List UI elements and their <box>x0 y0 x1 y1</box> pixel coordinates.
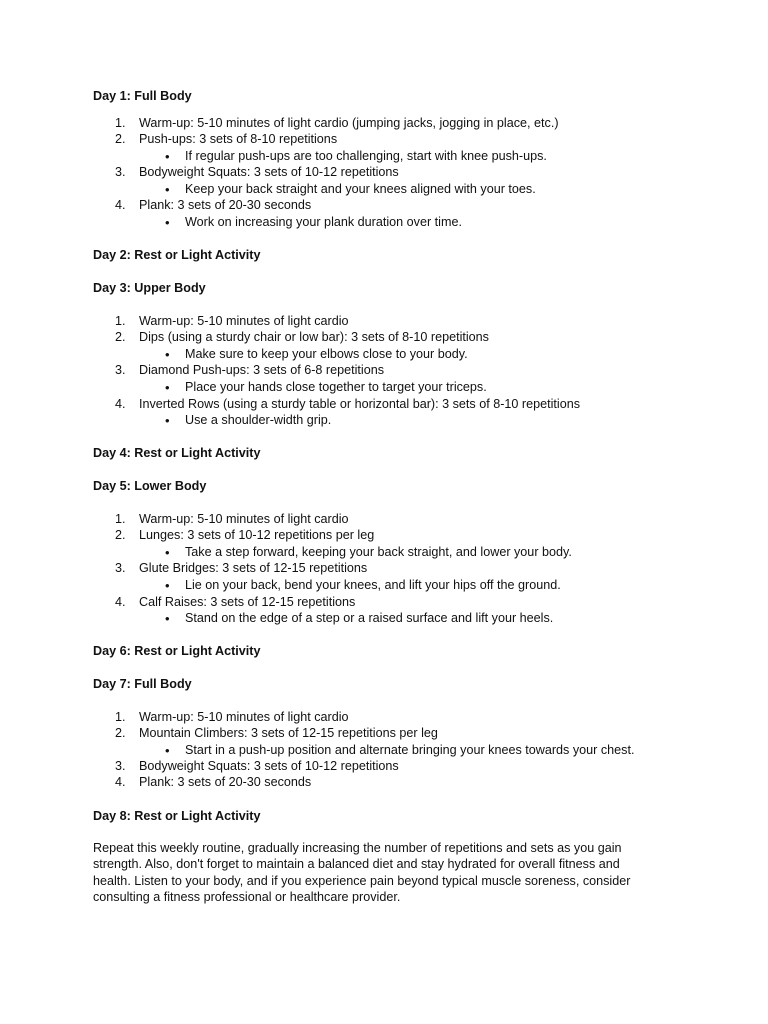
list-item-number: 4. <box>115 775 126 789</box>
day-4-heading: Day 4: Rest or Light Activity <box>93 446 261 460</box>
day-6-heading: Day 6: Rest or Light Activity <box>93 644 261 658</box>
list-item-number: 3. <box>115 363 126 377</box>
list-item: Plank: 3 sets of 20-30 seconds <box>139 775 312 789</box>
list-item-number: 1. <box>115 314 126 328</box>
list-item-number: 3. <box>115 759 126 773</box>
bullet-icon: • <box>165 149 170 164</box>
sub-list-item: Lie on your back, bend your knees, and lift your hips off the ground. <box>185 578 561 592</box>
list-item-number: 4. <box>115 595 126 609</box>
list-item-number: 1. <box>115 512 126 526</box>
list-item-number: 2. <box>115 528 126 542</box>
closing-paragraph-line: strength. Also, don't forget to maintain a balanced diet and stay hydrated for overall fitness and <box>93 857 620 871</box>
list-item-number: 3. <box>115 561 126 575</box>
sub-list-item: Make sure to keep your elbows close to your body. <box>185 347 468 361</box>
day-5-heading: Day 5: Lower Body <box>93 479 207 493</box>
list-item: Dips (using a sturdy chair or low bar): 3 sets of 8-10 repetitions <box>139 330 489 344</box>
list-item: Inverted Rows (using a sturdy table or horizontal bar): 3 sets of 8-10 repetitions <box>139 397 581 411</box>
bullet-icon: • <box>165 545 170 560</box>
sub-list-item: Keep your back straight and your knees aligned with your toes. <box>185 182 536 196</box>
sub-list-item: If regular push-ups are too challenging, start with knee push-ups. <box>185 149 547 163</box>
sub-list-item: Start in a push-up position and alternate bringing your knees towards your chest. <box>185 743 635 757</box>
bullet-icon: • <box>165 413 170 428</box>
list-item: Bodyweight Squats: 3 sets of 10-12 repetitions <box>139 165 399 179</box>
bullet-icon: • <box>165 215 170 230</box>
bullet-icon: • <box>165 182 170 197</box>
list-item: Glute Bridges: 3 sets of 12-15 repetitions <box>139 561 368 575</box>
sub-list-item: Use a shoulder-width grip. <box>185 413 332 427</box>
bullet-icon: • <box>165 578 170 593</box>
list-item-number: 3. <box>115 165 126 179</box>
list-item: Warm-up: 5-10 minutes of light cardio <box>139 512 349 526</box>
list-item: Warm-up: 5-10 minutes of light cardio <box>139 314 349 328</box>
list-item: Warm-up: 5-10 minutes of light cardio (jumping jacks, jogging in place, etc.) <box>139 116 559 130</box>
bullet-icon: • <box>165 743 170 758</box>
sub-list-item: Stand on the edge of a step or a raised surface and lift your heels. <box>185 611 554 625</box>
list-item: Lunges: 3 sets of 10-12 repetitions per leg <box>139 528 375 542</box>
list-item: Diamond Push-ups: 3 sets of 6-8 repetitions <box>139 363 385 377</box>
day-3-heading: Day 3: Upper Body <box>93 281 206 295</box>
list-item: Plank: 3 sets of 20-30 seconds <box>139 198 312 212</box>
list-item: Push-ups: 3 sets of 8-10 repetitions <box>139 132 338 146</box>
day-7-heading: Day 7: Full Body <box>93 677 192 691</box>
closing-paragraph-line: health. Listen to your body, and if you experience pain beyond typical muscle soreness, consider <box>93 874 631 888</box>
closing-paragraph-line: consulting a fitness professional or healthcare provider. <box>93 890 401 904</box>
list-item-number: 4. <box>115 198 126 212</box>
sub-list-item: Place your hands close together to target your triceps. <box>185 380 487 394</box>
list-item: Bodyweight Squats: 3 sets of 10-12 repetitions <box>139 759 399 773</box>
list-item-number: 1. <box>115 116 126 130</box>
bullet-icon: • <box>165 380 170 395</box>
day-1-heading: Day 1: Full Body <box>93 89 192 103</box>
list-item-number: 4. <box>115 397 126 411</box>
list-item-number: 2. <box>115 330 126 344</box>
bullet-icon: • <box>165 611 170 626</box>
sub-list-item: Work on increasing your plank duration over time. <box>185 215 462 229</box>
sub-list-item: Take a step forward, keeping your back straight, and lower your body. <box>185 545 572 559</box>
list-item-number: 1. <box>115 710 126 724</box>
closing-paragraph-line: Repeat this weekly routine, gradually increasing the number of repetitions and sets as you gain <box>93 841 622 855</box>
list-item: Calf Raises: 3 sets of 12-15 repetitions <box>139 595 356 609</box>
list-item-number: 2. <box>115 726 126 740</box>
day-8-heading: Day 8: Rest or Light Activity <box>93 809 261 823</box>
list-item: Mountain Climbers: 3 sets of 12-15 repetitions per leg <box>139 726 438 740</box>
list-item-number: 2. <box>115 132 126 146</box>
bullet-icon: • <box>165 347 170 362</box>
list-item: Warm-up: 5-10 minutes of light cardio <box>139 710 349 724</box>
day-2-heading: Day 2: Rest or Light Activity <box>93 248 261 262</box>
